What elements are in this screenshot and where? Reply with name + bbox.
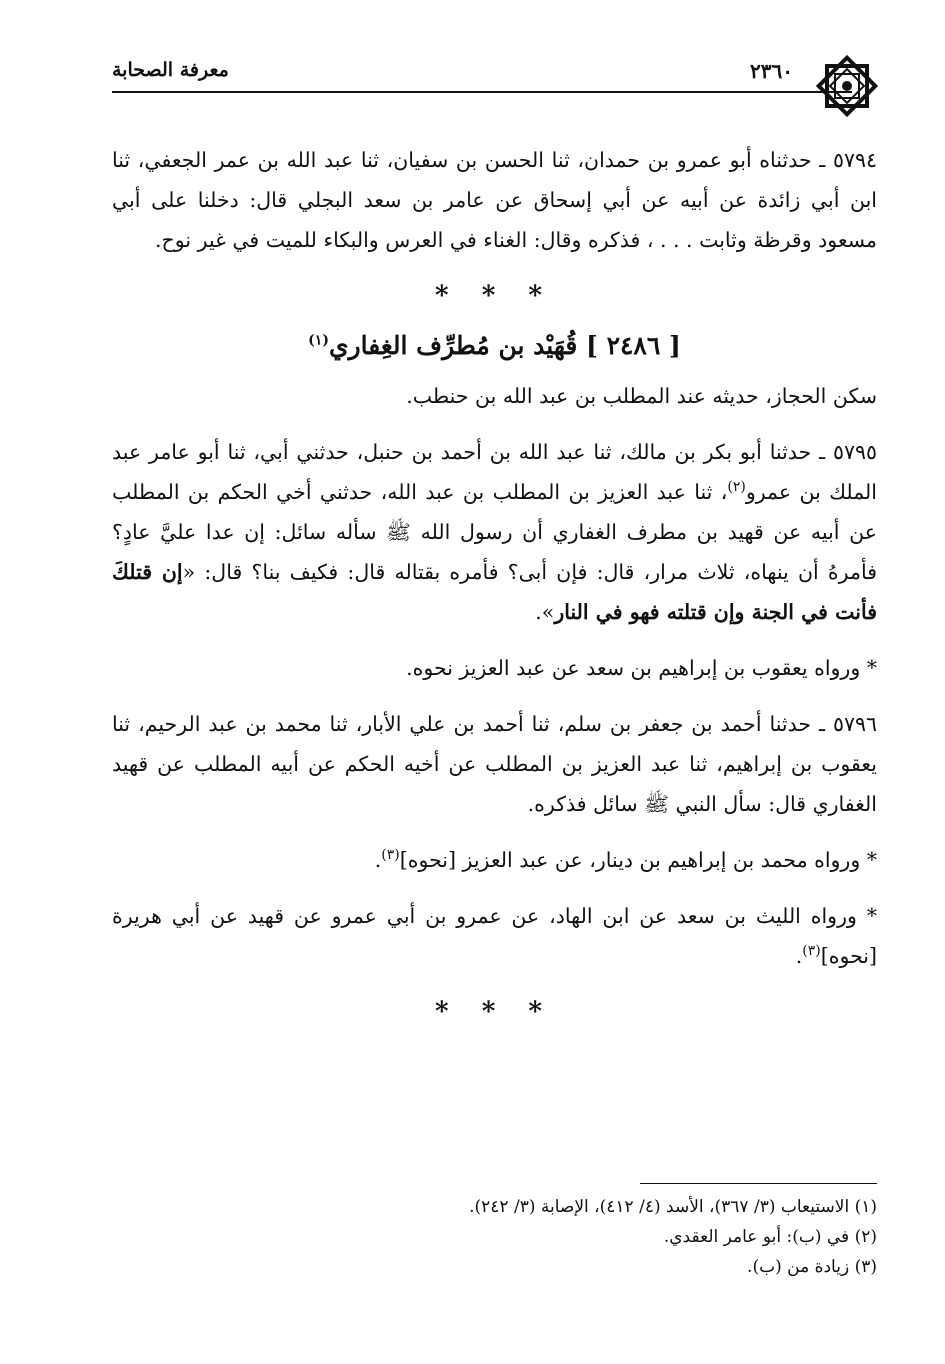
narration-text: * ورواه الليث بن سعد عن ابن الهاد، عن عمرو بن أبي عمرو عن قهيد عن أبي هريرة [نحوه] [112, 904, 877, 968]
section-separator: * * * [435, 997, 554, 1027]
period: . [374, 848, 382, 872]
footnote-ref: (٣) [802, 943, 821, 960]
hadith-5795 [112, 432, 877, 632]
header-rule [112, 91, 852, 93]
narration-text: * ورواه محمد بن إبراهيم بن دينار، عن عبد العزيز [نحوه] [399, 848, 877, 872]
narration-note: * ورواه يعقوب بن إبراهيم بن سعد عن عبد العزيز نحوه. [406, 656, 877, 680]
footnote-2: (٢) في (ب): أبو عامر العقدي. [663, 1227, 877, 1247]
period: . [795, 944, 803, 968]
isnad-text: ، ثنا عبد العزيز بن المطلب بن عبد الله، حدثني أخي الحكم بن المطلب عن أبيه عن قهيد بن مطرف الغفاري أن رسول الله ﷺ سأله سائل: إن عدا عليَّ عادٍ؟ فأمرهُ أن ينهاه، ثلاث مرار، قال: فإن أبى؟ فأمره بقتاله قال: فكيف بنا؟ قال: « [112, 480, 877, 584]
star-ornament-icon [816, 55, 878, 117]
hadith-5796: ٥٧٩٦ ـ حدثنا أحمد بن جعفر بن سلم، ثنا أحمد بن علي الأبار، ثنا محمد بن عبد الرحيم، ثنا يعقوب بن إبراهيم، ثنا عبد العزيز بن المطلب عن أخيه الحكم عن أبيه المطلب عن قهيد الغفاري قال: سأل النبي ﷺ سائل فذكره. [112, 712, 877, 816]
narration-note [112, 840, 877, 880]
footnote-ref: (٣) [381, 847, 400, 864]
page-number: ٢٣٦٠ [750, 59, 793, 83]
section-title-text: [ ٢٤٨٦ ] قُهَيْد بن مُطرِّف الغِفاري [328, 331, 681, 360]
footnote-ref: (١) [308, 332, 329, 349]
isnad-text: ٥٧٩٥ ـ حدثنا أبو بكر بن مالك، ثنا عبد الله بن أحمد بن حنبل، حدثني أبي، ثنا أبو عامر عبد الملك بن عمرو [112, 440, 878, 504]
section-title [112, 324, 877, 368]
footnote-ref: (٢) [727, 479, 746, 496]
section-separator: * * * [435, 281, 554, 311]
running-title: معرفة الصحابة [112, 59, 229, 81]
hadith-text: إن قتلكَ فأنت في الجنة وإن قتلته فهو في النار [112, 560, 877, 624]
main-text [112, 140, 877, 1040]
footnotes [112, 1192, 877, 1282]
closing-quote: ». [535, 600, 555, 624]
footnote-1: (١) الاستيعاب (٣/ ٣٦٧)، الأسد (٤/ ٤١٢)، الإصابة (٣/ ٢٤٢). [469, 1197, 877, 1217]
footnote-rule [640, 1183, 877, 1184]
biography-line: سكن الحجاز، حديثه عند المطلب بن عبد الله بن حنطب. [406, 384, 877, 408]
narration-note [112, 896, 877, 976]
page-header [112, 55, 880, 95]
footnote-3: (٣) زيادة من (ب). [747, 1257, 877, 1277]
hadith-5794: ٥٧٩٤ ـ حدثناه أبو عمرو بن حمدان، ثنا الحسن بن سفيان، ثنا عبد الله بن عمر الجعفي، ثنا ابن أبي زائدة عن أبيه عن أبي إسحاق عن عامر بن سعد البجلي قال: دخلنا على أبي مسعود وقرظة وثابت . . . ، فذكره وقال: الغناء في العرس والبكاء للميت في غير نوح. [112, 148, 877, 252]
